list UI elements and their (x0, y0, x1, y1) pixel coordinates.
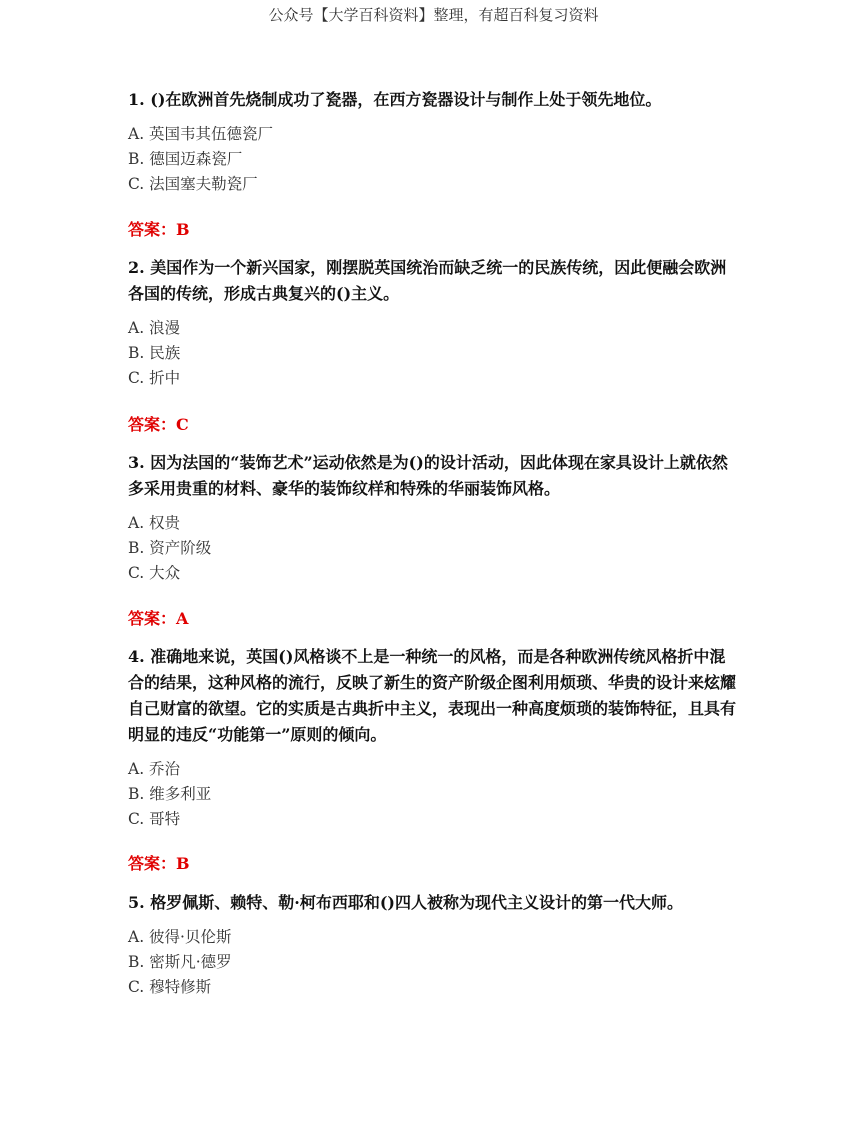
question-text: 3. 因为法国的“装饰艺术”运动依然是为()的设计活动，因此体现在家具设计上就依然多采用贵重的材料、豪华的装饰纹样和特殊的华丽装饰风格。 (128, 453, 728, 498)
answer-1: 答案：B (128, 220, 190, 239)
option-c: C. 法国塞夫勒瓷厂 (128, 175, 258, 193)
question-text: 4. 准确地来说，英国()风格谈不上是一种统一的风格，而是各种欧洲传统风格折中混合的结果，这种风格的流行，反映了新生的资产阶级企图利用烦琐、华贵的设计来炫耀自己财富的欲望。它的实质是古典折中主义，表现出一种高度烦琐的装饰特征，且具有明显的违反“功能第一”原则的倾向。 (128, 647, 737, 744)
option-a: A. 乔治 (128, 760, 181, 778)
question-text: 1. ()在欧洲首先烧制成功了瓷器，在西方瓷器设计与制作上处于领先地位。 (128, 90, 662, 109)
option-c: C. 哥特 (128, 810, 181, 828)
option-a: A. 彼得·贝伦斯 (128, 928, 232, 946)
answer-3: 答案：A (128, 609, 189, 628)
option-a: A. 浪漫 (128, 319, 181, 337)
option-b: B. 资产阶级 (128, 539, 212, 557)
option-c: C. 折中 (128, 369, 181, 387)
answer-4: 答案：B (128, 854, 190, 873)
option-b: B. 密斯凡·德罗 (128, 953, 232, 971)
question-text: 5. 格罗佩斯、赖特、勒·柯布西耶和()四人被称为现代主义设计的第一代大师。 (128, 893, 683, 912)
option-b: B. 维多利亚 (128, 785, 212, 803)
page-header: 公众号【大学百科资料】整理，有超百科复习资料 (268, 6, 599, 24)
option-b: B. 民族 (128, 344, 181, 362)
question-2 (128, 255, 738, 391)
question-text: 2. 美国作为一个新兴国家，刚摆脱英国统治而缺乏统一的民族传统，因此便融会欧洲各国的传统，形成古典复兴的()主义。 (128, 258, 727, 303)
option-c: C. 大众 (128, 564, 181, 582)
question-3 (128, 450, 738, 586)
option-b: B. 德国迈森瓷厂 (128, 150, 243, 168)
answer-2: 答案：C (128, 415, 189, 434)
option-a: A. 权贵 (128, 514, 181, 532)
question-4 (128, 644, 738, 832)
question-1 (128, 87, 738, 197)
option-a: A. 英国韦其伍德瓷厂 (128, 125, 274, 143)
question-5 (128, 890, 738, 1000)
option-c: C. 穆特修斯 (128, 978, 212, 996)
